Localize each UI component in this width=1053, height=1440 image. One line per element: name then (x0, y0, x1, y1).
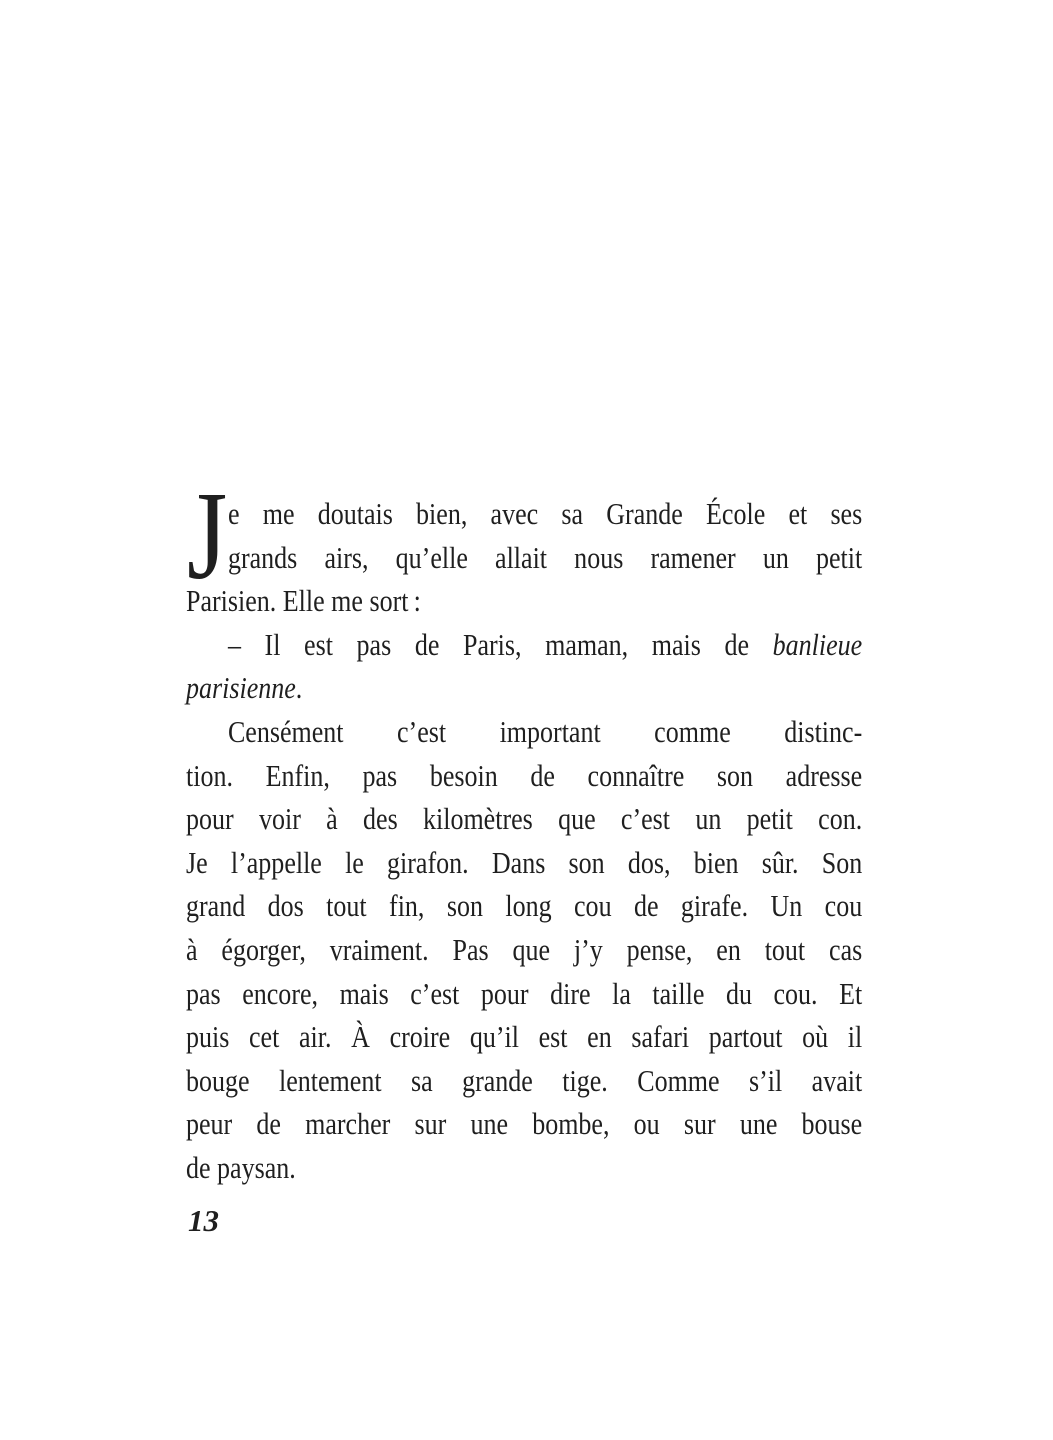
text-line (186, 579, 862, 623)
text-line (186, 884, 862, 928)
text-run: de paysan. (186, 1149, 296, 1185)
text-run: tion. Enfin, pas besoin de connaître son adresse (186, 757, 863, 793)
text-line (186, 797, 862, 841)
text-line (186, 841, 862, 885)
text-run: Censément c’est important comme distinc- (227, 713, 863, 749)
text-line (186, 1146, 862, 1190)
text-run: Je l’appelle le girafon. Dans son dos, bien sûr. Son (186, 844, 863, 880)
text-line (186, 1015, 862, 1059)
text-line (186, 623, 862, 667)
italic-text-run: parisienne (186, 670, 296, 706)
text-line (186, 928, 862, 972)
text-run: grands airs, qu’elle allait nous ramener un petit (227, 539, 863, 575)
paragraph (186, 492, 862, 623)
text-line (186, 1059, 862, 1103)
text-run: grand dos tout fin, son long cou de girafe. Un cou (186, 888, 863, 924)
text-run: pas encore, mais c’est pour dire la taille du cou. Et (186, 975, 863, 1011)
text-run: à égorger, vraiment. Pas que j’y pense, en tout cas (186, 931, 863, 967)
text-run: peur de marcher sur une bombe, ou sur une bouse (186, 1106, 863, 1142)
text-line (186, 754, 862, 798)
italic-text-run: banlieue (772, 626, 863, 662)
paragraph (186, 710, 862, 1190)
text-line (186, 666, 862, 710)
text-line (186, 972, 862, 1016)
paragraph (186, 623, 862, 710)
text-line (186, 710, 862, 754)
text-run: puis cet air. À croire qu’il est en safari partout où il (186, 1019, 863, 1055)
text-run: bouge lentement sa grande tige. Comme s’il avait (186, 1062, 863, 1098)
text-run: – Il est pas de Paris, maman, mais de (227, 626, 773, 662)
text-line (186, 1102, 862, 1146)
text-block (186, 492, 862, 1190)
text-run: e me doutais bien, avec sa Grande École et ses (227, 496, 863, 531)
page-number: 13 (188, 1203, 219, 1238)
text-run: pour voir à des kilomètres que c’est un petit con. (186, 801, 863, 837)
text-line (186, 492, 862, 536)
text-line (186, 536, 862, 580)
text-run: Parisien. Elle me sort : (186, 583, 421, 619)
text-run: . (295, 670, 303, 706)
drop-cap-letter: J (187, 467, 228, 606)
